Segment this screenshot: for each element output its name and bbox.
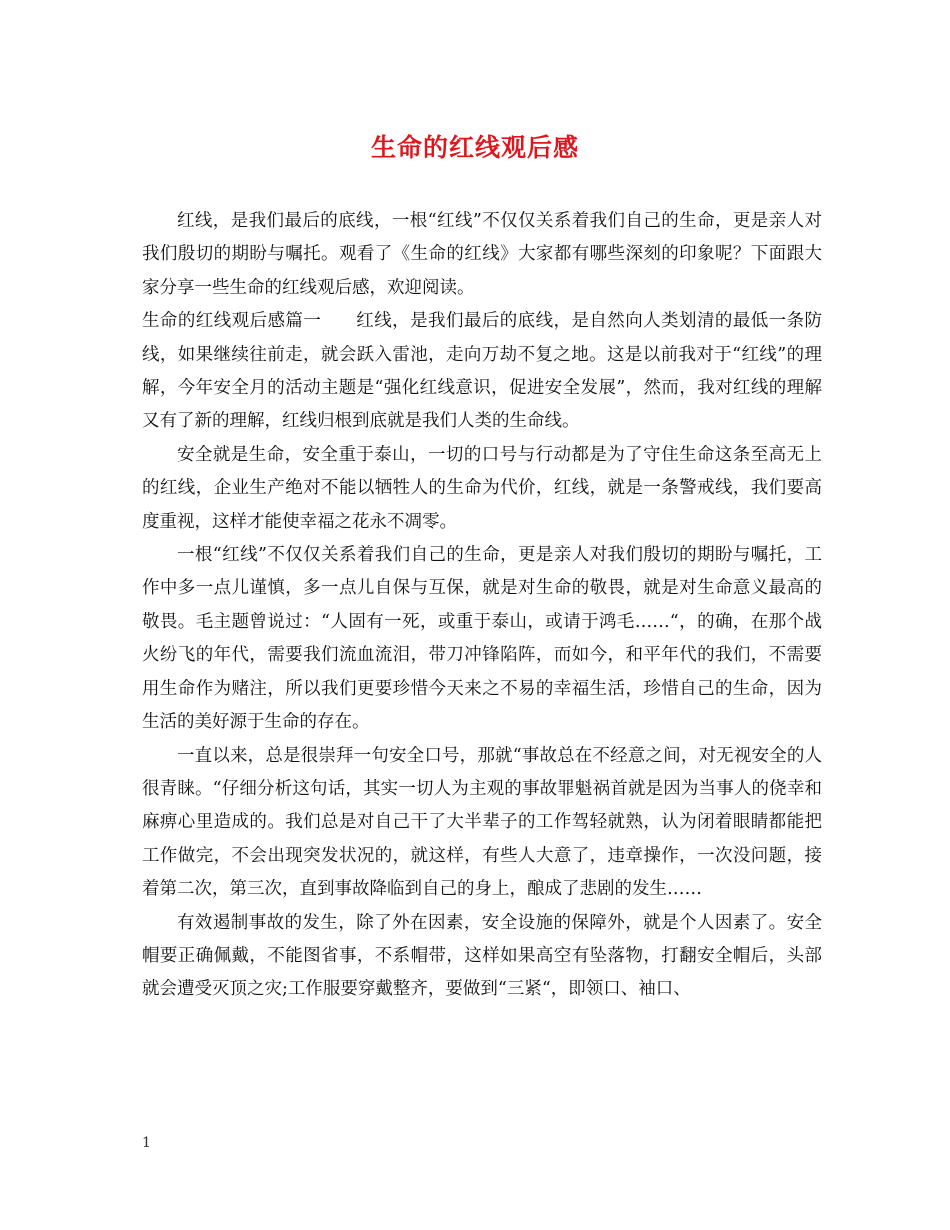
intro-paragraph: 红线，是我们最后的底线，一根“红线”不仅仅关系着我们自己的生命，更是亲人对我们殷切的期盼与嘱托。观看了《生命的红线》大家都有哪些深刻的印象呢？下面跟大家分享一些生命的红线观后感，欢迎阅读。	[142, 211, 822, 298]
section-one-text: 红线，是我们最后的底线，是自然向人类划清的最低一条防线，如果继续往前走，就会跃入雷池，走向万劫不复之地。这是以前我对于“红线”的理解，今年安全月的活动主题是“强化红线意识，促进安全发展”，然而，我对红线的理解又有了新的理解，红线归根到底就是我们人类的生命线。	[142, 311, 823, 432]
document-body	[142, 205, 822, 1007]
body-paragraph: 有效遏制事故的发生，除了外在因素，安全设施的保障外，就是个人因素了。安全帽要正确佩戴，不能图省事，不系帽带，这样如果高空有坠落物，打翻安全帽后，头部就会遭受灭顶之灾;工作服要穿戴整齐，要做到“三紧“，即领口、袖口、	[142, 912, 822, 1000]
body-paragraph: 安全就是生命，安全重于泰山，一切的口号与行动都是为了守住生命这条至高无上的红线，企业生产绝对不能以牺牲人的生命为代价，红线，就是一条警戒线，我们要高度重视，这样才能使幸福之花永不凋零。	[142, 444, 822, 532]
document-title: 生命的红线观后感	[370, 133, 579, 162]
section-one-first-paragraph	[142, 305, 822, 439]
body-paragraph: 一直以来，总是很崇拜一句安全口号，那就“事故总在不经意之间，对无视安全的人很青睐。“仔细分析这句话，其实一切人为主观的事故罪魁祸首就是因为当事人的侥幸和麻痹心里造成的。我们总是对自己干了大半辈子的工作驾轻就熟，认为闭着眼睛都能把工作做完，不会出现突发状况的，就这样，有些人大意了，违章操作，一次没问题，接着第二次，第三次，直到事故降临到自己的身上，酿成了悲剧的发生……	[142, 745, 822, 900]
section-heading: 生命的红线观后感篇一	[142, 311, 322, 332]
page-number: 1	[142, 1135, 151, 1151]
body-paragraph: 一根“红线”不仅仅关系着我们自己的生命，更是亲人对我们殷切的期盼与嘱托，工作中多一点儿谨慎，多一点儿自保与互保，就是对生命的敬畏，就是对生命意义最高的敬畏。毛主题曾说过：“人固有一死，或重于泰山，或请于鸿毛……“，的确，在那个战火纷飞的年代，需要我们流血流泪，带刀冲锋陷阵，而如今，和平年代的我们，不需要用生命作为赌注，所以我们更要珍惜今天来之不易的幸福生活，珍惜自己的生命，因为生活的美好源于生命的存在。	[142, 545, 822, 733]
